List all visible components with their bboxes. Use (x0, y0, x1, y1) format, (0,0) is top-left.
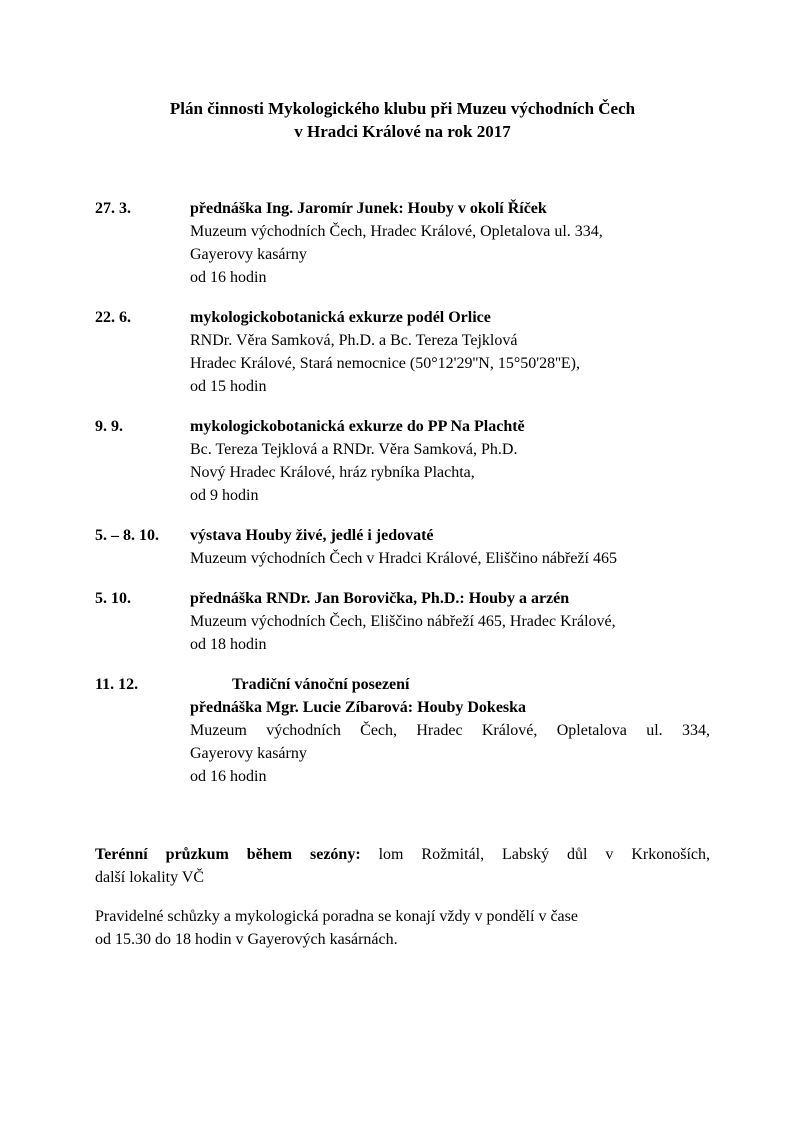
event-title-line: přednáška RNDr. Jan Borovička, Ph.D.: Houby a arzén (190, 590, 570, 607)
event-detail-line: Nový Hradec Králové, hráz rybníka Plachta, (190, 464, 475, 481)
event-title-line: Tradiční vánoční posezení (232, 676, 410, 693)
event-detail-line: Muzeum východních Čech, Hradec Králové, Opletalova ul. 334, (190, 722, 710, 739)
page-title-line-1: Plán činnosti Mykologického klubu při Muzeu východních Čech (169, 99, 636, 118)
meetings-line-1: Pravidelné schůzky a mykologická poradna se konají vždy v pondělí v čase (95, 908, 578, 925)
event-date: 11. 12. (95, 676, 139, 693)
event-detail-line: od 9 hodin (190, 487, 259, 504)
event-detail-line: Gayerovy kasárny (190, 246, 307, 263)
page-title-line-2: v Hradci Králové na rok 2017 (294, 122, 511, 141)
event-row-lecture-junek (95, 197, 710, 289)
field-survey-paragraph (95, 843, 710, 889)
event-date: 22. 6. (95, 309, 131, 326)
event-title-line: přednáška Ing. Jaromír Junek: Houby v okolí Říček (190, 200, 547, 217)
event-list (95, 197, 710, 788)
field-survey-label: Terénní průzkum během sezóny: (95, 846, 361, 863)
event-details (190, 415, 710, 507)
event-row-lecture-borovicka (95, 587, 710, 656)
field-survey-line-2: další lokality VČ (95, 869, 205, 886)
event-detail-line: od 18 hodin (190, 636, 267, 653)
event-details (190, 306, 710, 398)
event-date: 5. – 8. 10. (95, 527, 159, 544)
meetings-paragraph (95, 905, 710, 951)
event-details (190, 587, 710, 656)
event-title-line: výstava Houby živé, jedlé i jedovaté (190, 527, 434, 544)
event-title-line: mykologickobotanická exkurze do PP Na Plachtě (190, 418, 525, 435)
event-detail-line: Muzeum východních Čech, Eliščino nábřeží 465, Hradec Králové, (190, 613, 616, 630)
event-detail-line: Gayerovy kasárny (190, 745, 307, 762)
event-title-line: mykologickobotanická exkurze podél Orlice (190, 309, 491, 326)
event-detail-line: RNDr. Věra Samková, Ph.D. a Bc. Tereza Tejklová (190, 332, 518, 349)
event-date: 9. 9. (95, 418, 123, 435)
event-detail-line: od 15 hodin (190, 378, 267, 395)
event-details (190, 673, 710, 788)
event-detail-line: od 16 hodin (190, 269, 267, 286)
event-detail-line: od 16 hodin (190, 768, 267, 785)
event-details (190, 524, 710, 570)
event-date: 27. 3. (95, 200, 131, 217)
event-row-excursion-orlice (95, 306, 710, 398)
meetings-line-2: od 15.30 do 18 hodin v Gayerových kasárnách. (95, 931, 398, 948)
event-detail-line: Muzeum východních Čech v Hradci Králové, Eliščino nábřeží 465 (190, 550, 617, 567)
event-date: 5. 10. (95, 590, 131, 607)
event-row-exhibition-houby (95, 524, 710, 570)
field-survey-line-1 (95, 843, 710, 866)
field-survey-locations: lom Rožmitál, Labský důl v Krkonoších, (360, 846, 711, 863)
event-detail-line: Muzeum východních Čech, Hradec Králové, Opletalova ul. 334, (190, 223, 603, 240)
event-detail-line: Bc. Tereza Tejklová a RNDr. Věra Samková, Ph.D. (190, 441, 518, 458)
event-detail-line: Hradec Králové, Stará nemocnice (50°12'29''N, 15°50'28''E), (190, 355, 580, 372)
event-details (190, 197, 710, 289)
text-block (95, 0, 710, 951)
event-title-line: přednáška Mgr. Lucie Zíbarová: Houby Dokeska (190, 699, 527, 716)
event-row-christmas-meeting (95, 673, 710, 788)
event-row-excursion-plachta (95, 415, 710, 507)
page-title (95, 97, 710, 143)
